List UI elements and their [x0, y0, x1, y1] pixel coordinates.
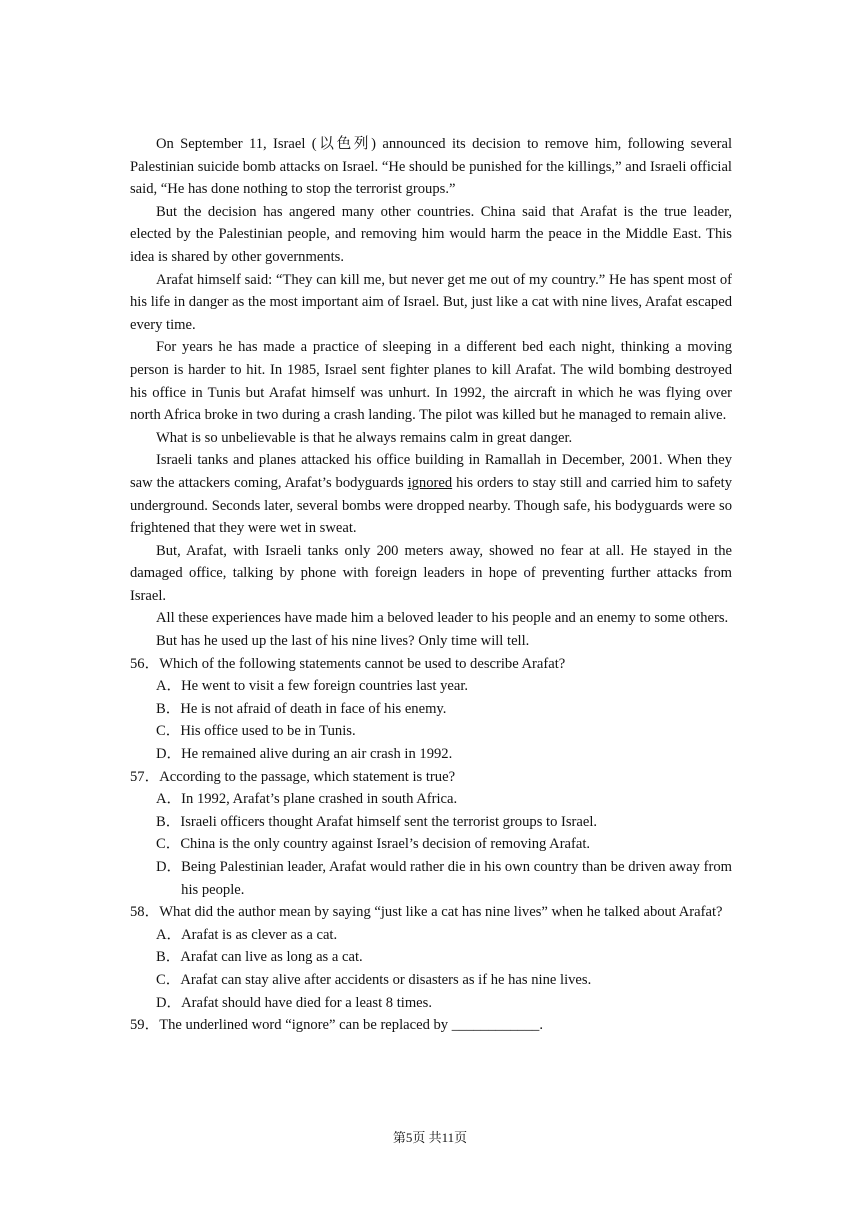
underlined-word: ignored: [407, 474, 453, 491]
option-text: Being Palestinian leader, Arafat would rather die in his own country than be driven away from his people.: [181, 859, 732, 898]
passage-paragraph-3: Arafat himself said: “They can kill me, but never get me out of my country.” He has spent most of his life in danger as the most important aim of Israel. But, just like a cat with nine lives, Arafat escaped every time.: [130, 271, 732, 333]
option-a: [130, 675, 732, 698]
passage-paragraph-8: All these experiences have made him a beloved leader to his people and an enemy to some others.: [156, 610, 729, 627]
question-text: According to the passage, which statement is true?: [159, 768, 456, 785]
passage-paragraph-7: But, Arafat, with Israeli tanks only 200 meters away, showed no fear at all. He stayed in the damaged office, talking by phone with foreign leaders in hope of preventing further attacks from Israel.: [130, 542, 732, 604]
option-letter: B．: [156, 700, 181, 717]
passage-paragraph-2: But the decision has angered many other countries. China said that Arafat is the true leader, elected by the Palestinian people, and removing him would harm the peace in the Middle East. This idea is shared by other governments.: [130, 203, 732, 265]
question-stem: [130, 766, 732, 789]
option-letter: A．: [156, 926, 182, 943]
question-57: [130, 766, 732, 902]
option-text: Arafat can live as long as a cat.: [180, 949, 363, 966]
option-letter: D．: [156, 746, 182, 763]
question-number: 59．: [130, 1017, 160, 1034]
question-59: [130, 1014, 732, 1037]
option-letter: B．: [156, 949, 181, 966]
option-text: He is not afraid of death in face of his enemy.: [180, 700, 447, 717]
option-b: [130, 811, 732, 834]
option-d: [130, 856, 732, 901]
option-text: Israeli officers thought Arafat himself sent the terrorist groups to Israel.: [180, 813, 598, 830]
option-b: [130, 698, 732, 721]
option-text: Arafat is as clever as a cat.: [181, 926, 338, 943]
option-letter: C．: [156, 971, 181, 988]
option-text: China is the only country against Israel’s decision of removing Arafat.: [180, 836, 591, 853]
question-58: [130, 901, 732, 1014]
option-text: He remained alive during an air crash in 1992.: [181, 746, 453, 763]
passage-paragraph-5: What is so unbelievable is that he always remains calm in great danger.: [156, 429, 573, 446]
option-text: He went to visit a few foreign countries last year.: [181, 678, 469, 695]
option-text: Arafat can stay alive after accidents or disasters as if he has nine lives.: [180, 971, 592, 988]
question-text: Which of the following statements cannot be used to describe Arafat?: [159, 655, 566, 672]
passage-paragraph-6: [130, 449, 732, 539]
option-c: [130, 969, 732, 992]
option-letter: A．: [156, 678, 182, 695]
option-a: [130, 924, 732, 947]
question-number: 56．: [130, 655, 160, 672]
question-text: The underlined word “ignore” can be replaced by ____________.: [159, 1017, 543, 1034]
option-d: [130, 743, 732, 766]
option-letter: B．: [156, 813, 181, 830]
option-letter: C．: [156, 836, 181, 853]
option-c: [130, 720, 732, 743]
option-c: [130, 833, 732, 856]
question-stem: [130, 1014, 732, 1037]
question-number: 58．: [130, 904, 160, 921]
passage-paragraph-4: For years he has made a practice of sleeping in a different bed each night, thinking a moving person is harder to hit. In 1985, Israel sent fighter planes to kill Arafat. The wild bombing destroyed his office in Tunis but Arafat himself was unhurt. In 1992, the aircraft in which he was flying over north Africa broke in two during a crash landing. The pilot was killed but he managed to remain alive.: [130, 339, 732, 424]
option-letter: C．: [156, 723, 181, 740]
question-stem: [130, 901, 732, 924]
option-letter: A．: [156, 791, 182, 808]
option-letter: D．: [156, 859, 182, 875]
passage-text: his orders to stay still and carried him to safety underground. Seconds later, several bombs were dropped nearby. Though safe, his bodyguards were so frightened that they were wet in sweat.: [130, 474, 733, 537]
option-text: Arafat should have died for a least 8 times.: [181, 994, 432, 1011]
option-d: [130, 992, 732, 1015]
option-text: In 1992, Arafat’s plane crashed in south Africa.: [181, 791, 458, 808]
option-b: [130, 946, 732, 969]
page-footer: 第5页 共11页: [392, 1130, 468, 1145]
question-stem: [130, 653, 732, 676]
passage-paragraph-1: On September 11, Israel (以色列) announced its decision to remove him, following several Palestinian suicide bomb attacks on Israel. “He should be punished for the killings,” and Israeli official said, “He has done nothing to stop the terrorist groups.”: [130, 136, 732, 198]
option-letter: D．: [156, 994, 182, 1011]
passage-paragraph-9: But has he used up the last of his nine lives? Only time will tell.: [156, 633, 530, 650]
question-number: 57．: [130, 768, 160, 785]
document-page: [130, 133, 732, 1037]
option-text: His office used to be in Tunis.: [180, 723, 356, 740]
question-text: What did the author mean by saying “just like a cat has nine lives” when he talked about Arafat?: [159, 904, 723, 921]
passage-text: Israeli tanks and planes attacked his office building in Ramallah in December, 2001. When they saw the attackers coming, Arafat’s bodyguards: [130, 452, 732, 491]
question-56: [130, 653, 732, 766]
option-a: [130, 788, 732, 811]
